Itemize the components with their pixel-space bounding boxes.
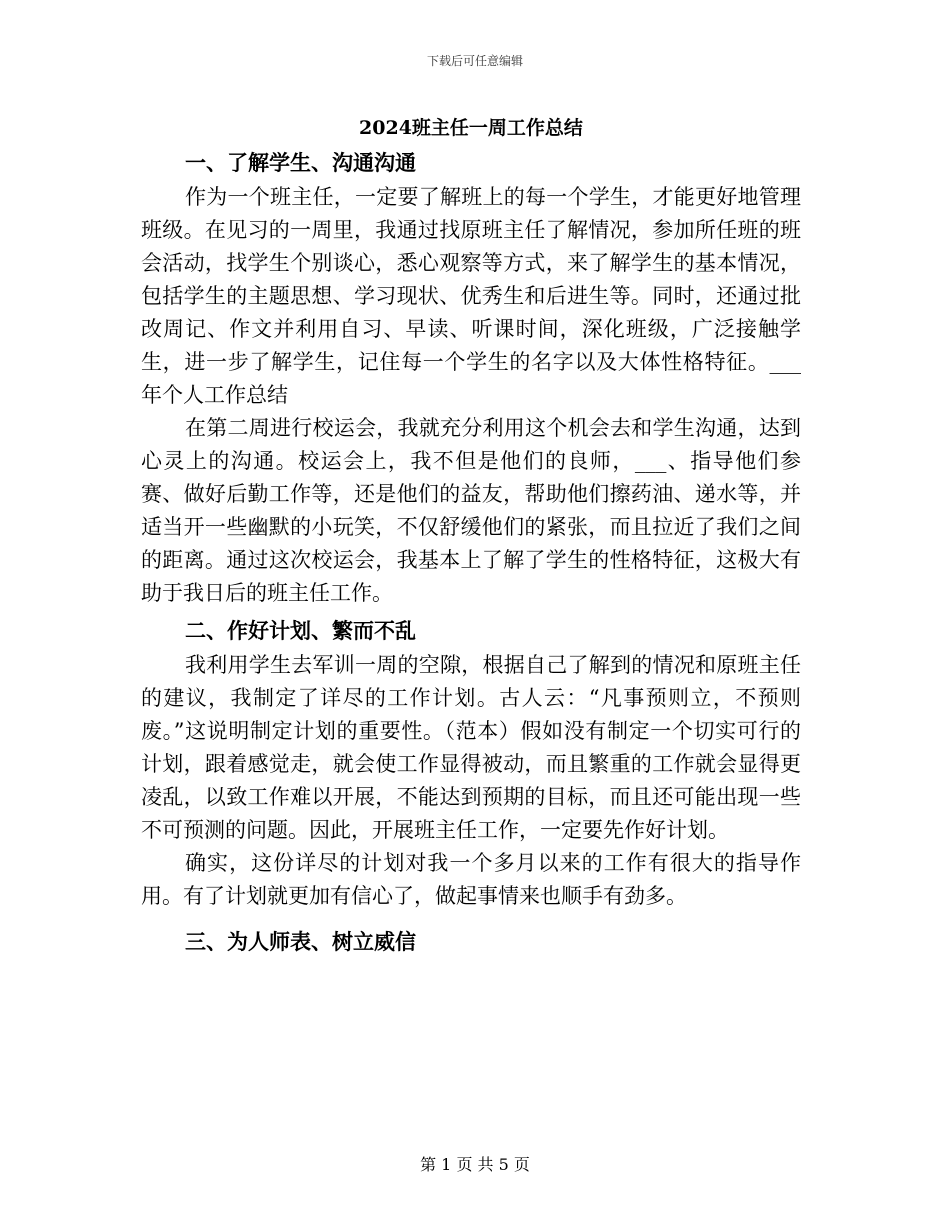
section-heading-2: 二、作好计划、繁而不乱 xyxy=(185,618,416,643)
page-header-note: 下载后可任意编辑 xyxy=(426,54,523,68)
section-heading-1: 一、了解学生、沟通沟通 xyxy=(185,150,416,175)
paragraph: 确实，这份详尽的计划对我一个多月以来的工作有很大的指导作用。有了计划就更加有信心了，做起事情来也顺手有劲多。 xyxy=(141,851,801,908)
page-number: 第 1 页 共 5 页 xyxy=(420,1155,530,1174)
document-body xyxy=(141,110,801,960)
paragraph: 在第二周进行校运会，我就充分利用这个机会去和学生沟通，达到心灵上的沟通。校运会上，我不但是他们的良师，___、指导他们参赛、做好后勤工作等，还是他们的益友，帮助他们擦药油、递水等，并适当开一些幽默的小玩笑，不仅舒缓他们的紧张，而且拉近了我们之间的距离。通过这次校运会，我基本上了解了学生的性格特征，这极大有助于我日后的班主任工作。 xyxy=(141,416,801,605)
paragraph: 作为一个班主任，一定要了解班上的每一个学生，才能更好地管理班级。在见习的一周里，我通过找原班主任了解情况，参加所任班的班会活动，找学生个别谈心，悉心观察等方式，来了解学生的基本情况，包括学生的主题思想、学习现状、优秀生和后进生等。同时，还通过批改周记、作文并利用自习、早读、听课时间，深化班级，广泛接触学生，进一步了解学生，记住每一个学生的名字以及大体性格特征。___年个人工作总结 xyxy=(141,185,801,407)
document-title: 2024班主任一周工作总结 xyxy=(359,117,583,139)
paragraph: 我利用学生去军训一周的空隙，根据自己了解到的情况和原班主任的建议，我制定了详尽的工作计划。古人云：“凡事预则立，不预则废。”这说明制定计划的重要性。（范本）假如没有制定一个切实可行的计划，跟着感觉走，就会使工作显得被动，而且繁重的工作就会显得更凌乱，以致工作难以开展，不能达到预期的目标，而且还可能出现一些不可预测的问题。因此，开展班主任工作，一定要先作好计划。 xyxy=(141,653,801,842)
section-heading-3: 三、为人师表、树立威信 xyxy=(185,929,416,954)
